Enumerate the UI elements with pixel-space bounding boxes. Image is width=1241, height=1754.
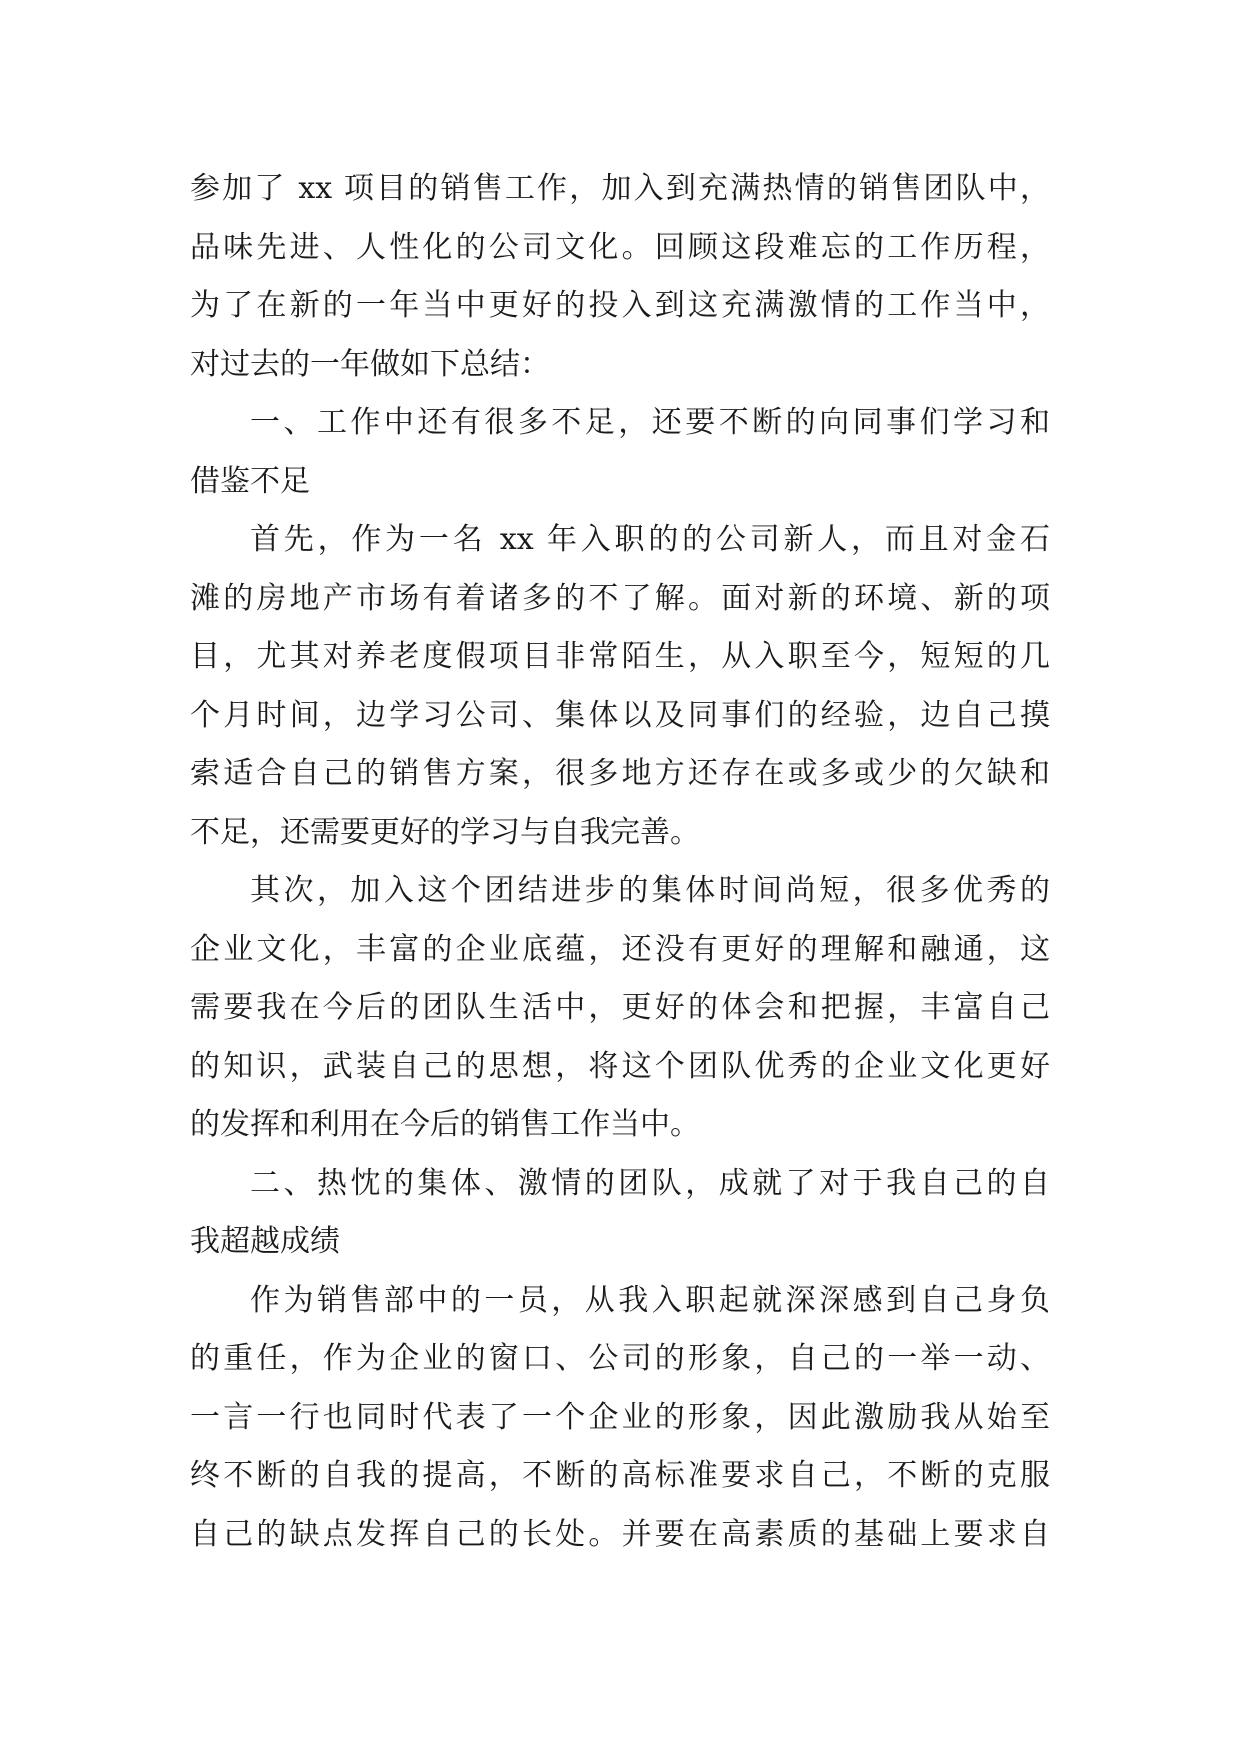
section-heading-line: 我超越成绩	[190, 1224, 340, 1259]
text-line: 首先，作为一名 xx 年入职的的公司新人，而且对金石	[250, 522, 1050, 557]
text-line: 的重任，作为企业的窗口、公司的形象，自己的一举一动、	[190, 1341, 1050, 1376]
text-line: 目，尤其对养老度假项目非常陌生，从入职至今，短短的几	[190, 639, 1050, 674]
text-line: 品味先进、人性化的公司文化。回顾这段难忘的工作历程，	[190, 229, 1050, 265]
text-line: 为了在新的一年当中更好的投入到这充满激情的工作当中，	[190, 288, 1050, 323]
text-line: 参加了 xx 项目的销售工作，加入到充满热情的销售团队中，	[190, 171, 1050, 206]
text-line: 其次，加入这个团结进步的集体时间尚短，很多优秀的	[250, 873, 1050, 908]
body-text	[190, 160, 1050, 1564]
section-heading-line: 二、热忱的集体、激情的团队，成就了对于我自己的自	[250, 1165, 1050, 1201]
text-line: 不足，还需要更好的学习与自我完善。	[190, 814, 700, 850]
text-line: 的知识，武装自己的思想，将这个团队优秀的企业文化更好	[190, 1048, 1050, 1084]
text-line: 需要我在今后的团队生活中，更好的体会和把握，丰富自己	[190, 990, 1050, 1025]
section-heading-line: 一、工作中还有很多不足，还要不断的向同事们学习和	[250, 405, 1050, 440]
text-line: 个月时间，边学习公司、集体以及同事们的经验，边自己摸	[190, 697, 1050, 733]
text-line: 自己的缺点发挥自己的长处。并要在高素质的基础上要求自	[190, 1516, 1050, 1552]
text-line: 企业文化，丰富的企业底蕴，还没有更好的理解和融通，这	[190, 931, 1050, 967]
text-line: 对过去的一年做如下总结：	[190, 346, 550, 382]
text-line: 索适合自己的销售方案，很多地方还存在或多或少的欠缺和	[190, 756, 1050, 791]
text-line: 的发挥和利用在今后的销售工作当中。	[190, 1107, 700, 1142]
text-line: 终不断的自我的提高，不断的高标准要求自己，不断的克服	[190, 1458, 1050, 1493]
text-line: 作为销售部中的一员，从我入职起就深深感到自己身负	[250, 1282, 1050, 1318]
section-heading-line: 借鉴不足	[190, 463, 310, 499]
text-line: 一言一行也同时代表了一个企业的形象，因此激励我从始至	[190, 1399, 1050, 1435]
text-line: 滩的房地产市场有着诸多的不了解。面对新的环境、新的项	[190, 580, 1050, 616]
